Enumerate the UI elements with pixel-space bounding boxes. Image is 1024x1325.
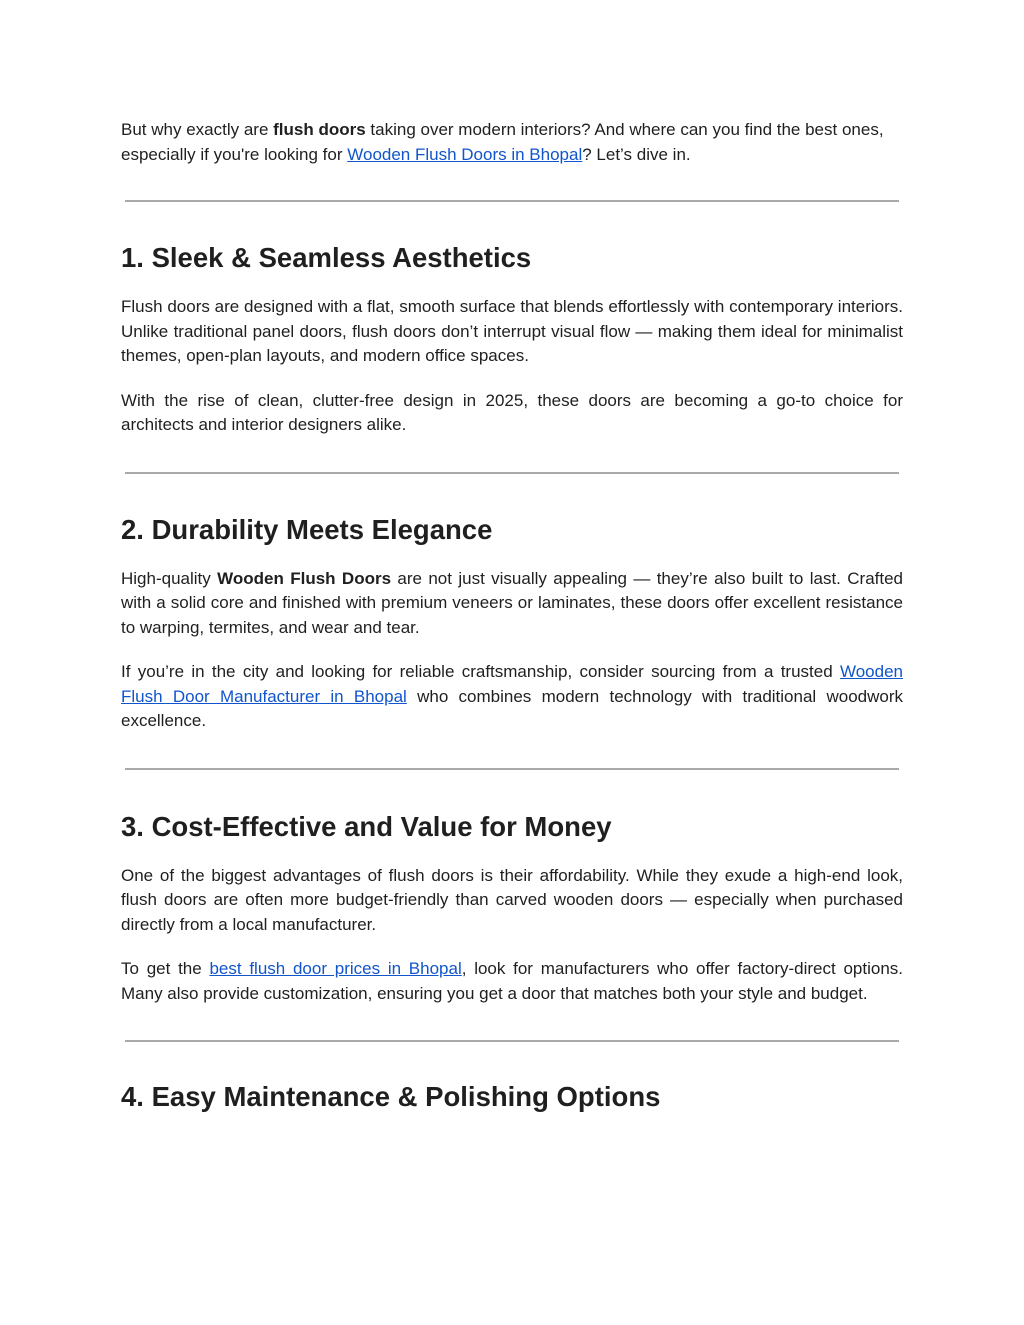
section-4-heading: 4. Easy Maintenance & Polishing Options — [121, 1081, 661, 1112]
section-3-heading: 3. Cost-Effective and Value for Money — [121, 810, 612, 842]
wooden-flush-doors-bhopal-link[interactable]: Wooden Flush Doors in Bhopal — [347, 144, 583, 164]
section-3-paragraph-2: To get the best flush door prices in Bhopal, look for manufacturers who offer factory-direct options. Many also provide customization, ensuring you get a door that matches both your style and budget. — [121, 959, 904, 1003]
document-page — [121, 118, 903, 1114]
section-divider — [125, 200, 899, 202]
flush-door-prices-bhopal-link[interactable]: best flush door prices in Bhopal — [209, 959, 462, 978]
section-1-heading: 1. Sleek & Seamless Aesthetics — [121, 242, 532, 273]
section-1-paragraph-1: Flush doors are designed with a flat, smooth surface that blends effortlessly with contemporary interiors. Unlike traditional panel doors, flush doors don’t interrupt visual flow — making them ideal for minimalist themes, open-plan layouts, and modern office spaces. — [121, 297, 903, 365]
section-2-bold-term: Wooden Flush Doors — [217, 568, 392, 588]
section-divider — [125, 768, 899, 770]
section-2-heading: 2. Durability Meets Elegance — [121, 513, 493, 545]
section-2-paragraph-1: High-quality Wooden Flush Doors are not just visually appealing — they’re also built to last. Crafted with a solid core and finished with premium veneers or laminates, these doors offer excellent resistance to warping, termites, and wear and tear. — [121, 568, 904, 637]
intro-paragraph: But why exactly are flush doors taking over modern interiors? And where can you find the best ones, especially if you're looking for Wooden Flush Doors in Bhopal? Let’s dive in. — [121, 120, 884, 164]
section-divider — [125, 472, 899, 474]
section-2-paragraph-2: If you’re in the city and looking for reliable craftsmanship, consider sourcing from a trusted Wooden Flush Door Manufacturer in Bhopal who combines modern technology with traditional woodwork excellence. — [121, 662, 903, 730]
manufacturer-bhopal-link[interactable]: Wooden Flush Door Manufacturer in Bhopal — [121, 662, 903, 706]
section-1-paragraph-2: With the rise of clean, clutter-free design in 2025, these doors are becoming a go-to choice for architects and interior designers alike. — [121, 390, 903, 434]
intro-bold-term: flush doors — [273, 120, 366, 139]
section-3-paragraph-1: One of the biggest advantages of flush doors is their affordability. While they exude a high-end look, flush doors are often more budget-friendly than carved wooden doors — especially when purchased directly from a local manufacturer. — [121, 865, 903, 934]
section-divider — [125, 1040, 899, 1042]
